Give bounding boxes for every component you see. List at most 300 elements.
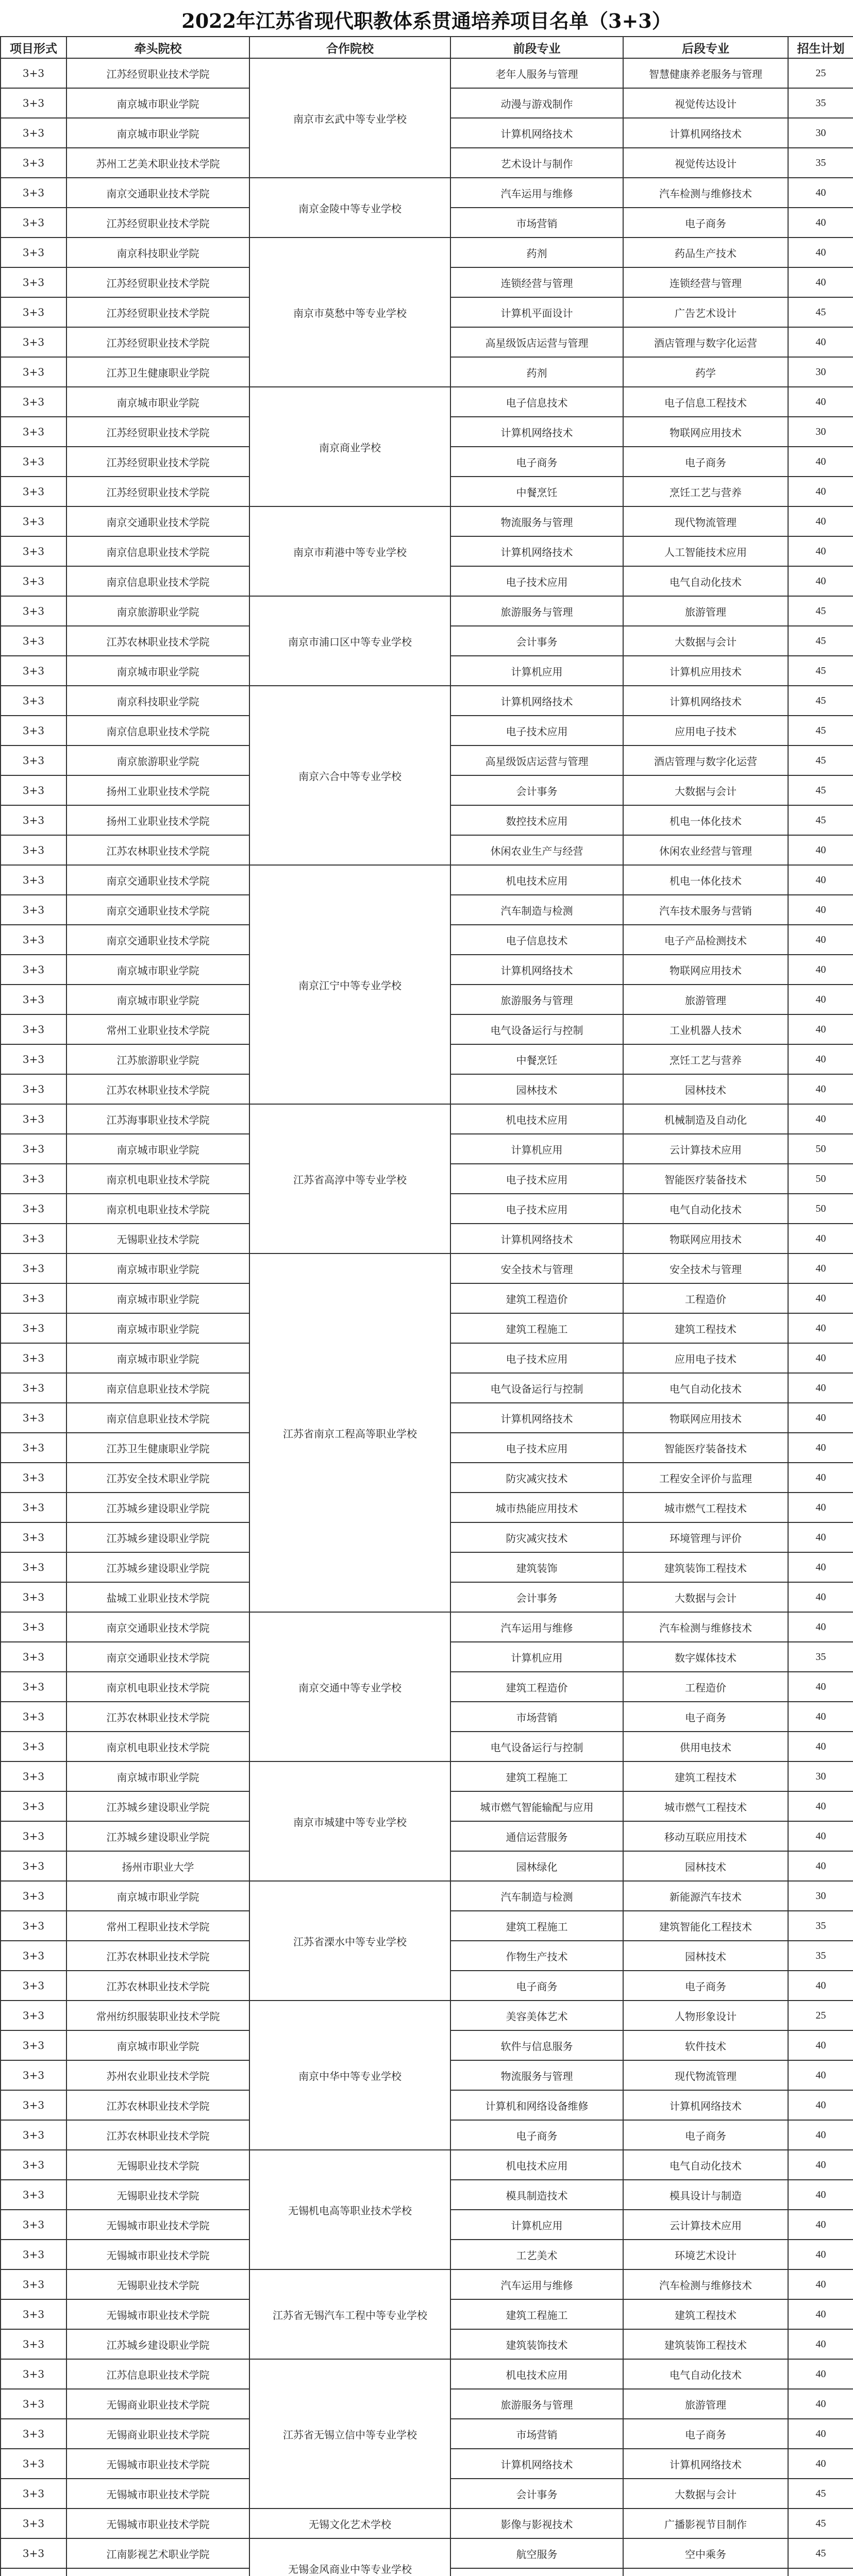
- front-major-cell: 城市燃气智能输配与应用: [450, 1791, 623, 1821]
- enrollment-plan-cell: 40: [788, 2419, 853, 2449]
- back-major-cell: 工程安全评价与监理: [623, 1463, 788, 1493]
- back-major-cell: 智慧健康养老服务与管理: [623, 58, 788, 88]
- table-row: [1, 1253, 853, 1283]
- front-major-cell: 计算机应用: [450, 1642, 623, 1672]
- header-enrollment-plan: 招生计划: [788, 37, 853, 58]
- back-major-cell: 电气自动化技术: [623, 2359, 788, 2389]
- back-major-cell: 智能医疗装备技术: [623, 1433, 788, 1463]
- lead-school-cell: 南京城市职业学院: [66, 1881, 249, 1911]
- back-major-cell: 电气自动化技术: [623, 566, 788, 596]
- back-major-cell: 云计算技术应用: [623, 2210, 788, 2240]
- partner-school-cell: 南京市玄武中等专业学校: [249, 58, 450, 178]
- enrollment-plan-cell: 40: [788, 2150, 853, 2180]
- back-major-cell: 城市燃气工程技术: [623, 1791, 788, 1821]
- back-major-cell: 应用电子技术: [623, 1343, 788, 1373]
- enrollment-plan-cell: 40: [788, 267, 853, 297]
- lead-school-cell: 南京机电职业技术学院: [66, 1672, 249, 1702]
- back-major-cell: 电子信息工程技术: [623, 387, 788, 417]
- enrollment-plan-cell: 40: [788, 1074, 853, 1104]
- lead-school-cell: 南京信息职业技术学院: [66, 716, 249, 745]
- back-major-cell: 汽车检测与维修技术: [623, 2269, 788, 2299]
- front-major-cell: 动漫与游戏制作: [450, 88, 623, 118]
- front-major-cell: 计算机网络技术: [450, 417, 623, 447]
- enrollment-plan-cell: 30: [788, 417, 853, 447]
- partner-school-cell: 南京市浦口区中等专业学校: [249, 596, 450, 686]
- project-form-cell: 3+3: [1, 357, 66, 387]
- project-form-cell: 3+3: [1, 506, 66, 536]
- front-major-cell: 电子商务: [450, 447, 623, 477]
- lead-school-cell: 南京信息职业技术学院: [66, 536, 249, 566]
- enrollment-plan-cell: 40: [788, 2329, 853, 2359]
- partner-school-cell: 南京市城建中等专业学校: [249, 1761, 450, 1881]
- project-form-cell: 3+3: [1, 1881, 66, 1911]
- project-form-cell: 3+3: [1, 805, 66, 835]
- lead-school-cell: 江苏经贸职业技术学院: [66, 58, 249, 88]
- front-major-cell: 模具制造技术: [450, 2180, 623, 2210]
- front-major-cell: 计算机应用: [450, 1134, 623, 1164]
- project-form-cell: 3+3: [1, 208, 66, 238]
- lead-school-cell: 南京城市职业学院: [66, 656, 249, 686]
- enrollment-plan-cell: 40: [788, 1821, 853, 1851]
- enrollment-plan-cell: 40: [788, 2240, 853, 2269]
- partner-school-cell: 无锡金风商业中等专业学校: [249, 2538, 450, 2576]
- enrollment-plan-cell: 40: [788, 1313, 853, 1343]
- lead-school-cell: 江苏城乡建设职业学院: [66, 1522, 249, 1552]
- partner-school-cell: 南京交通中等专业学校: [249, 1612, 450, 1761]
- lead-school-cell: 无锡城市职业技术学院: [66, 2509, 249, 2538]
- enrollment-plan-cell: 40: [788, 2120, 853, 2150]
- project-form-cell: 3+3: [1, 1642, 66, 1672]
- enrollment-plan-cell: 40: [788, 865, 853, 895]
- project-form-cell: 3+3: [1, 2449, 66, 2479]
- front-major-cell: 建筑装饰: [450, 1552, 623, 1582]
- table-row: [1, 2359, 853, 2389]
- table-row: [1, 387, 853, 417]
- enrollment-plan-cell: 40: [788, 2030, 853, 2060]
- enrollment-plan-cell: 35: [788, 88, 853, 118]
- project-form-cell: [1, 2568, 66, 2576]
- back-major-cell: 模具设计与制造: [623, 2180, 788, 2210]
- lead-school-cell: 南京城市职业学院: [66, 88, 249, 118]
- front-major-cell: 会计事务: [450, 1582, 623, 1612]
- enrollment-plan-cell: 40: [788, 1612, 853, 1642]
- lead-school-cell: 南京城市职业学院: [66, 118, 249, 148]
- back-major-cell: 物联网应用技术: [623, 417, 788, 447]
- front-major-cell: [450, 2568, 623, 2576]
- project-form-cell: 3+3: [1, 626, 66, 656]
- project-form-cell: 3+3: [1, 925, 66, 955]
- enrollment-plan-cell: [788, 2568, 853, 2576]
- back-major-cell: 园林技术: [623, 1074, 788, 1104]
- project-form-cell: 3+3: [1, 1612, 66, 1642]
- project-form-cell: 3+3: [1, 1253, 66, 1283]
- enrollment-plan-cell: 45: [788, 745, 853, 775]
- back-major-cell: 应用电子技术: [623, 716, 788, 745]
- lead-school-cell: 江南影视艺术职业学院: [66, 2538, 249, 2568]
- back-major-cell: 药品生产技术: [623, 238, 788, 267]
- enrollment-plan-cell: 40: [788, 208, 853, 238]
- lead-school-cell: 南京机电职业技术学院: [66, 1732, 249, 1761]
- project-form-cell: 3+3: [1, 1552, 66, 1582]
- project-form-cell: 3+3: [1, 2359, 66, 2389]
- project-form-cell: 3+3: [1, 1224, 66, 1253]
- back-major-cell: 环境管理与评价: [623, 1522, 788, 1552]
- enrollment-plan-cell: 40: [788, 506, 853, 536]
- enrollment-plan-cell: 40: [788, 387, 853, 417]
- front-major-cell: 汽车制造与检测: [450, 895, 623, 925]
- enrollment-plan-cell: 30: [788, 1761, 853, 1791]
- back-major-cell: 电气自动化技术: [623, 1194, 788, 1224]
- project-form-cell: 3+3: [1, 387, 66, 417]
- table-row: [1, 1761, 853, 1791]
- lead-school-cell: 南京城市职业学院: [66, 1253, 249, 1283]
- project-form-cell: 3+3: [1, 238, 66, 267]
- project-form-cell: 3+3: [1, 267, 66, 297]
- lead-school-cell: 南京城市职业学院: [66, 1283, 249, 1313]
- lead-school-cell: 江苏卫生健康职业学院: [66, 1433, 249, 1463]
- project-form-cell: 3+3: [1, 1761, 66, 1791]
- lead-school-cell: 江苏卫生健康职业学院: [66, 357, 249, 387]
- enrollment-plan-cell: 45: [788, 2479, 853, 2509]
- lead-school-cell: 江苏农林职业技术学院: [66, 1941, 249, 1971]
- enrollment-plan-cell: 40: [788, 2359, 853, 2389]
- partner-school-cell: 南京中华中等专业学校: [249, 2001, 450, 2150]
- enrollment-plan-cell: 40: [788, 1224, 853, 1253]
- lead-school-cell: 扬州市职业大学: [66, 1851, 249, 1881]
- enrollment-plan-cell: 40: [788, 536, 853, 566]
- lead-school-cell: 南京交通职业技术学院: [66, 895, 249, 925]
- back-major-cell: 现代物流管理: [623, 506, 788, 536]
- partner-school-cell: 无锡机电高等职业技术学校: [249, 2150, 450, 2269]
- lead-school-cell: 南京旅游职业学院: [66, 745, 249, 775]
- enrollment-plan-cell: 40: [788, 447, 853, 477]
- enrollment-plan-cell: 40: [788, 1672, 853, 1702]
- table-row: [1, 2509, 853, 2538]
- back-major-cell: 软件技术: [623, 2030, 788, 2060]
- front-major-cell: 通信运营服务: [450, 1821, 623, 1851]
- back-major-cell: 数字媒体技术: [623, 1642, 788, 1672]
- enrollment-plan-cell: 40: [788, 1463, 853, 1493]
- front-major-cell: 机电技术应用: [450, 2150, 623, 2180]
- back-major-cell: 电子产品检测技术: [623, 925, 788, 955]
- partner-school-cell: 江苏省无锡汽车工程中等专业学校: [249, 2269, 450, 2359]
- enrollment-plan-cell: 40: [788, 238, 853, 267]
- table-header-row: [1, 37, 853, 58]
- project-form-cell: 3+3: [1, 1403, 66, 1433]
- table-row: [1, 2001, 853, 2030]
- partner-school-cell: 江苏省南京工程高等职业学校: [249, 1253, 450, 1612]
- project-form-cell: 3+3: [1, 1044, 66, 1074]
- enrollment-plan-cell: 50: [788, 1194, 853, 1224]
- enrollment-plan-cell: 40: [788, 835, 853, 865]
- back-major-cell: 建筑装饰工程技术: [623, 2329, 788, 2359]
- project-form-cell: 3+3: [1, 2210, 66, 2240]
- enrollment-plan-cell: 40: [788, 1552, 853, 1582]
- project-form-cell: 3+3: [1, 2419, 66, 2449]
- lead-school-cell: 南京交通职业技术学院: [66, 1642, 249, 1672]
- lead-school-cell: 江苏经贸职业技术学院: [66, 417, 249, 447]
- lead-school-cell: 江苏城乡建设职业学院: [66, 1791, 249, 1821]
- project-form-cell: 3+3: [1, 178, 66, 208]
- lead-school-cell: 南京城市职业学院: [66, 955, 249, 985]
- front-major-cell: 防灾减灾技术: [450, 1522, 623, 1552]
- back-major-cell: 建筑装饰工程技术: [623, 1552, 788, 1582]
- front-major-cell: 建筑工程造价: [450, 1283, 623, 1313]
- project-form-cell: 3+3: [1, 1074, 66, 1104]
- back-major-cell: 烹饪工艺与营养: [623, 477, 788, 506]
- enrollment-plan-cell: 35: [788, 1911, 853, 1941]
- header-front-major: 前段专业: [450, 37, 623, 58]
- back-major-cell: 电子商务: [623, 447, 788, 477]
- back-major-cell: 大数据与会计: [623, 2479, 788, 2509]
- partner-school-cell: 南京六合中等专业学校: [249, 686, 450, 865]
- lead-school-cell: 南京交通职业技术学院: [66, 506, 249, 536]
- project-form-cell: 3+3: [1, 536, 66, 566]
- enrollment-plan-cell: 40: [788, 477, 853, 506]
- front-major-cell: 作物生产技术: [450, 1941, 623, 1971]
- front-major-cell: 药剂: [450, 238, 623, 267]
- project-form-cell: 3+3: [1, 148, 66, 178]
- back-major-cell: 视觉传达设计: [623, 88, 788, 118]
- header-back-major: 后段专业: [623, 37, 788, 58]
- lead-school-cell: 扬州工业职业技术学院: [66, 805, 249, 835]
- enrollment-plan-cell: 40: [788, 1582, 853, 1612]
- back-major-cell: 人物形象设计: [623, 2001, 788, 2030]
- lead-school-cell: 盐城工业职业技术学院: [66, 1582, 249, 1612]
- front-major-cell: 电子商务: [450, 2120, 623, 2150]
- lead-school-cell: 江苏信息职业技术学院: [66, 2359, 249, 2389]
- project-form-cell: 3+3: [1, 745, 66, 775]
- back-major-cell: 城市燃气工程技术: [623, 1493, 788, 1522]
- front-major-cell: 高星级饭店运营与管理: [450, 745, 623, 775]
- lead-school-cell: 江苏旅游职业学院: [66, 1044, 249, 1074]
- project-form-cell: 3+3: [1, 1194, 66, 1224]
- project-form-cell: 3+3: [1, 895, 66, 925]
- lead-school-cell: 常州工程职业技术学院: [66, 1911, 249, 1941]
- lead-school-cell: 无锡城市职业技术学院: [66, 2479, 249, 2509]
- back-major-cell: 供用电技术: [623, 1732, 788, 1761]
- table-row: [1, 178, 853, 208]
- front-major-cell: 计算机和网络设备维修: [450, 2090, 623, 2120]
- project-form-cell: 3+3: [1, 2060, 66, 2090]
- table-row: [1, 596, 853, 626]
- back-major-cell: 休闲农业经营与管理: [623, 835, 788, 865]
- lead-school-cell: 江苏海事职业技术学院: [66, 1104, 249, 1134]
- back-major-cell: 汽车检测与维修技术: [623, 1612, 788, 1642]
- enrollment-plan-cell: 45: [788, 596, 853, 626]
- table-row: [1, 506, 853, 536]
- enrollment-plan-cell: 40: [788, 2449, 853, 2479]
- partner-school-cell: 南京江宁中等专业学校: [249, 865, 450, 1104]
- front-major-cell: 旅游服务与管理: [450, 2389, 623, 2419]
- lead-school-cell: 南京城市职业学院: [66, 1313, 249, 1343]
- project-form-cell: 3+3: [1, 2150, 66, 2180]
- lead-school-cell: 南京交通职业技术学院: [66, 925, 249, 955]
- program-list-table: [0, 36, 853, 2576]
- front-major-cell: 工艺美术: [450, 2240, 623, 2269]
- enrollment-plan-cell: 30: [788, 357, 853, 387]
- project-form-cell: 3+3: [1, 775, 66, 805]
- front-major-cell: 汽车运用与维修: [450, 1612, 623, 1642]
- lead-school-cell: 南京城市职业学院: [66, 387, 249, 417]
- front-major-cell: 汽车运用与维修: [450, 2269, 623, 2299]
- partner-school-cell: 无锡文化艺术学校: [249, 2509, 450, 2538]
- project-form-cell: 3+3: [1, 1791, 66, 1821]
- back-major-cell: 物联网应用技术: [623, 1224, 788, 1253]
- front-major-cell: 城市热能应用技术: [450, 1493, 623, 1522]
- front-major-cell: 电子商务: [450, 1971, 623, 2001]
- front-major-cell: 电子技术应用: [450, 716, 623, 745]
- back-major-cell: 酒店管理与数字化运营: [623, 327, 788, 357]
- back-major-cell: 建筑智能化工程技术: [623, 1911, 788, 1941]
- table-row: [1, 238, 853, 267]
- back-major-cell: 计算机网络技术: [623, 2449, 788, 2479]
- lead-school-cell: 江苏城乡建设职业学院: [66, 1552, 249, 1582]
- lead-school-cell: 南京城市职业学院: [66, 1134, 249, 1164]
- project-form-cell: 3+3: [1, 2030, 66, 2060]
- project-form-cell: 3+3: [1, 88, 66, 118]
- back-major-cell: 安全技术与管理: [623, 1253, 788, 1283]
- front-major-cell: 电子技术应用: [450, 1194, 623, 1224]
- lead-school-cell: 南京城市职业学院: [66, 1343, 249, 1373]
- back-major-cell: 酒店管理与数字化运营: [623, 745, 788, 775]
- front-major-cell: 会计事务: [450, 2479, 623, 2509]
- back-major-cell: 连锁经营与管理: [623, 267, 788, 297]
- front-major-cell: 数控技术应用: [450, 805, 623, 835]
- back-major-cell: 电气自动化技术: [623, 2150, 788, 2180]
- table-row: [1, 865, 853, 895]
- lead-school-cell: 南京科技职业学院: [66, 686, 249, 716]
- enrollment-plan-cell: 40: [788, 2060, 853, 2090]
- enrollment-plan-cell: 30: [788, 1881, 853, 1911]
- enrollment-plan-cell: 45: [788, 626, 853, 656]
- front-major-cell: 计算机网络技术: [450, 2449, 623, 2479]
- front-major-cell: 老年人服务与管理: [450, 58, 623, 88]
- back-major-cell: 大数据与会计: [623, 1582, 788, 1612]
- back-major-cell: 大数据与会计: [623, 775, 788, 805]
- back-major-cell: 电子商务: [623, 2120, 788, 2150]
- enrollment-plan-cell: 40: [788, 1433, 853, 1463]
- lead-school-cell: 江苏农林职业技术学院: [66, 2120, 249, 2150]
- header-lead-school: 牵头院校: [66, 37, 249, 58]
- back-major-cell: 建筑工程技术: [623, 1313, 788, 1343]
- header-partner-school: 合作院校: [249, 37, 450, 58]
- project-form-cell: 3+3: [1, 477, 66, 506]
- lead-school-cell: 江苏农林职业技术学院: [66, 626, 249, 656]
- project-form-cell: 3+3: [1, 1433, 66, 1463]
- back-major-cell: 旅游管理: [623, 985, 788, 1014]
- back-major-cell: 计算机网络技术: [623, 686, 788, 716]
- front-major-cell: 汽车运用与维修: [450, 178, 623, 208]
- back-major-cell: 机电一体化技术: [623, 805, 788, 835]
- front-major-cell: 安全技术与管理: [450, 1253, 623, 1283]
- project-form-cell: 3+3: [1, 2538, 66, 2568]
- table-row: [1, 1881, 853, 1911]
- front-major-cell: 物流服务与管理: [450, 2060, 623, 2090]
- lead-school-cell: 江苏经贸职业技术学院: [66, 267, 249, 297]
- lead-school-cell: 无锡城市职业技术学院: [66, 2449, 249, 2479]
- project-form-cell: 3+3: [1, 1343, 66, 1373]
- enrollment-plan-cell: 40: [788, 2210, 853, 2240]
- back-major-cell: 计算机网络技术: [623, 2090, 788, 2120]
- front-major-cell: 市场营销: [450, 208, 623, 238]
- front-major-cell: 汽车制造与检测: [450, 1881, 623, 1911]
- project-form-cell: 3+3: [1, 118, 66, 148]
- back-major-cell: 旅游管理: [623, 596, 788, 626]
- partner-school-cell: 江苏省无锡立信中等专业学校: [249, 2359, 450, 2509]
- enrollment-plan-cell: 40: [788, 2090, 853, 2120]
- lead-school-cell: 南京信息职业技术学院: [66, 1373, 249, 1403]
- project-form-cell: 3+3: [1, 566, 66, 596]
- lead-school-cell: 无锡商业职业技术学院: [66, 2419, 249, 2449]
- front-major-cell: 计算机应用: [450, 656, 623, 686]
- enrollment-plan-cell: 35: [788, 148, 853, 178]
- front-major-cell: 休闲农业生产与经营: [450, 835, 623, 865]
- back-major-cell: 大数据与会计: [623, 626, 788, 656]
- enrollment-plan-cell: 40: [788, 1493, 853, 1522]
- back-major-cell: 广播影视节目制作: [623, 2509, 788, 2538]
- enrollment-plan-cell: 45: [788, 2509, 853, 2538]
- front-major-cell: 计算机应用: [450, 2210, 623, 2240]
- enrollment-plan-cell: 45: [788, 297, 853, 327]
- enrollment-plan-cell: 40: [788, 1522, 853, 1552]
- enrollment-plan-cell: 40: [788, 1791, 853, 1821]
- front-major-cell: 电子技术应用: [450, 566, 623, 596]
- table-row: [1, 2269, 853, 2299]
- front-major-cell: 计算机平面设计: [450, 297, 623, 327]
- enrollment-plan-cell: 40: [788, 1014, 853, 1044]
- lead-school-cell: 江苏经贸职业技术学院: [66, 447, 249, 477]
- lead-school-cell: 无锡职业技术学院: [66, 2150, 249, 2180]
- back-major-cell: 物联网应用技术: [623, 955, 788, 985]
- project-form-cell: 3+3: [1, 297, 66, 327]
- back-major-cell: 云计算技术应用: [623, 1134, 788, 1164]
- lead-school-cell: 无锡职业技术学院: [66, 1224, 249, 1253]
- enrollment-plan-cell: 45: [788, 2538, 853, 2568]
- back-major-cell: 广告艺术设计: [623, 297, 788, 327]
- front-major-cell: 建筑工程造价: [450, 1672, 623, 1702]
- front-major-cell: 旅游服务与管理: [450, 596, 623, 626]
- back-major-cell: 烹饪工艺与营养: [623, 1044, 788, 1074]
- front-major-cell: 机电技术应用: [450, 865, 623, 895]
- lead-school-cell: 南京城市职业学院: [66, 1761, 249, 1791]
- project-form-cell: 3+3: [1, 2389, 66, 2419]
- project-form-cell: 3+3: [1, 985, 66, 1014]
- lead-school-cell: 南京信息职业技术学院: [66, 566, 249, 596]
- enrollment-plan-cell: 40: [788, 925, 853, 955]
- project-form-cell: 3+3: [1, 1522, 66, 1552]
- front-major-cell: 旅游服务与管理: [450, 985, 623, 1014]
- lead-school-cell: 南京城市职业学院: [66, 985, 249, 1014]
- front-major-cell: 计算机网络技术: [450, 118, 623, 148]
- project-form-cell: 3+3: [1, 656, 66, 686]
- front-major-cell: 药剂: [450, 357, 623, 387]
- front-major-cell: 电子信息技术: [450, 387, 623, 417]
- enrollment-plan-cell: 40: [788, 2180, 853, 2210]
- lead-school-cell: 江苏经贸职业技术学院: [66, 327, 249, 357]
- project-form-cell: 3+3: [1, 417, 66, 447]
- lead-school-cell: 江苏经贸职业技术学院: [66, 208, 249, 238]
- front-major-cell: 建筑工程施工: [450, 1761, 623, 1791]
- partner-school-cell: 南京市莫愁中等专业学校: [249, 238, 450, 387]
- lead-school-cell: 南京信息职业技术学院: [66, 1403, 249, 1433]
- front-major-cell: 机电技术应用: [450, 2359, 623, 2389]
- project-form-cell: 3+3: [1, 1463, 66, 1493]
- table-row: [1, 2150, 853, 2180]
- back-major-cell: 环境艺术设计: [623, 2240, 788, 2269]
- lead-school-cell: 江苏城乡建设职业学院: [66, 1821, 249, 1851]
- front-major-cell: 计算机网络技术: [450, 686, 623, 716]
